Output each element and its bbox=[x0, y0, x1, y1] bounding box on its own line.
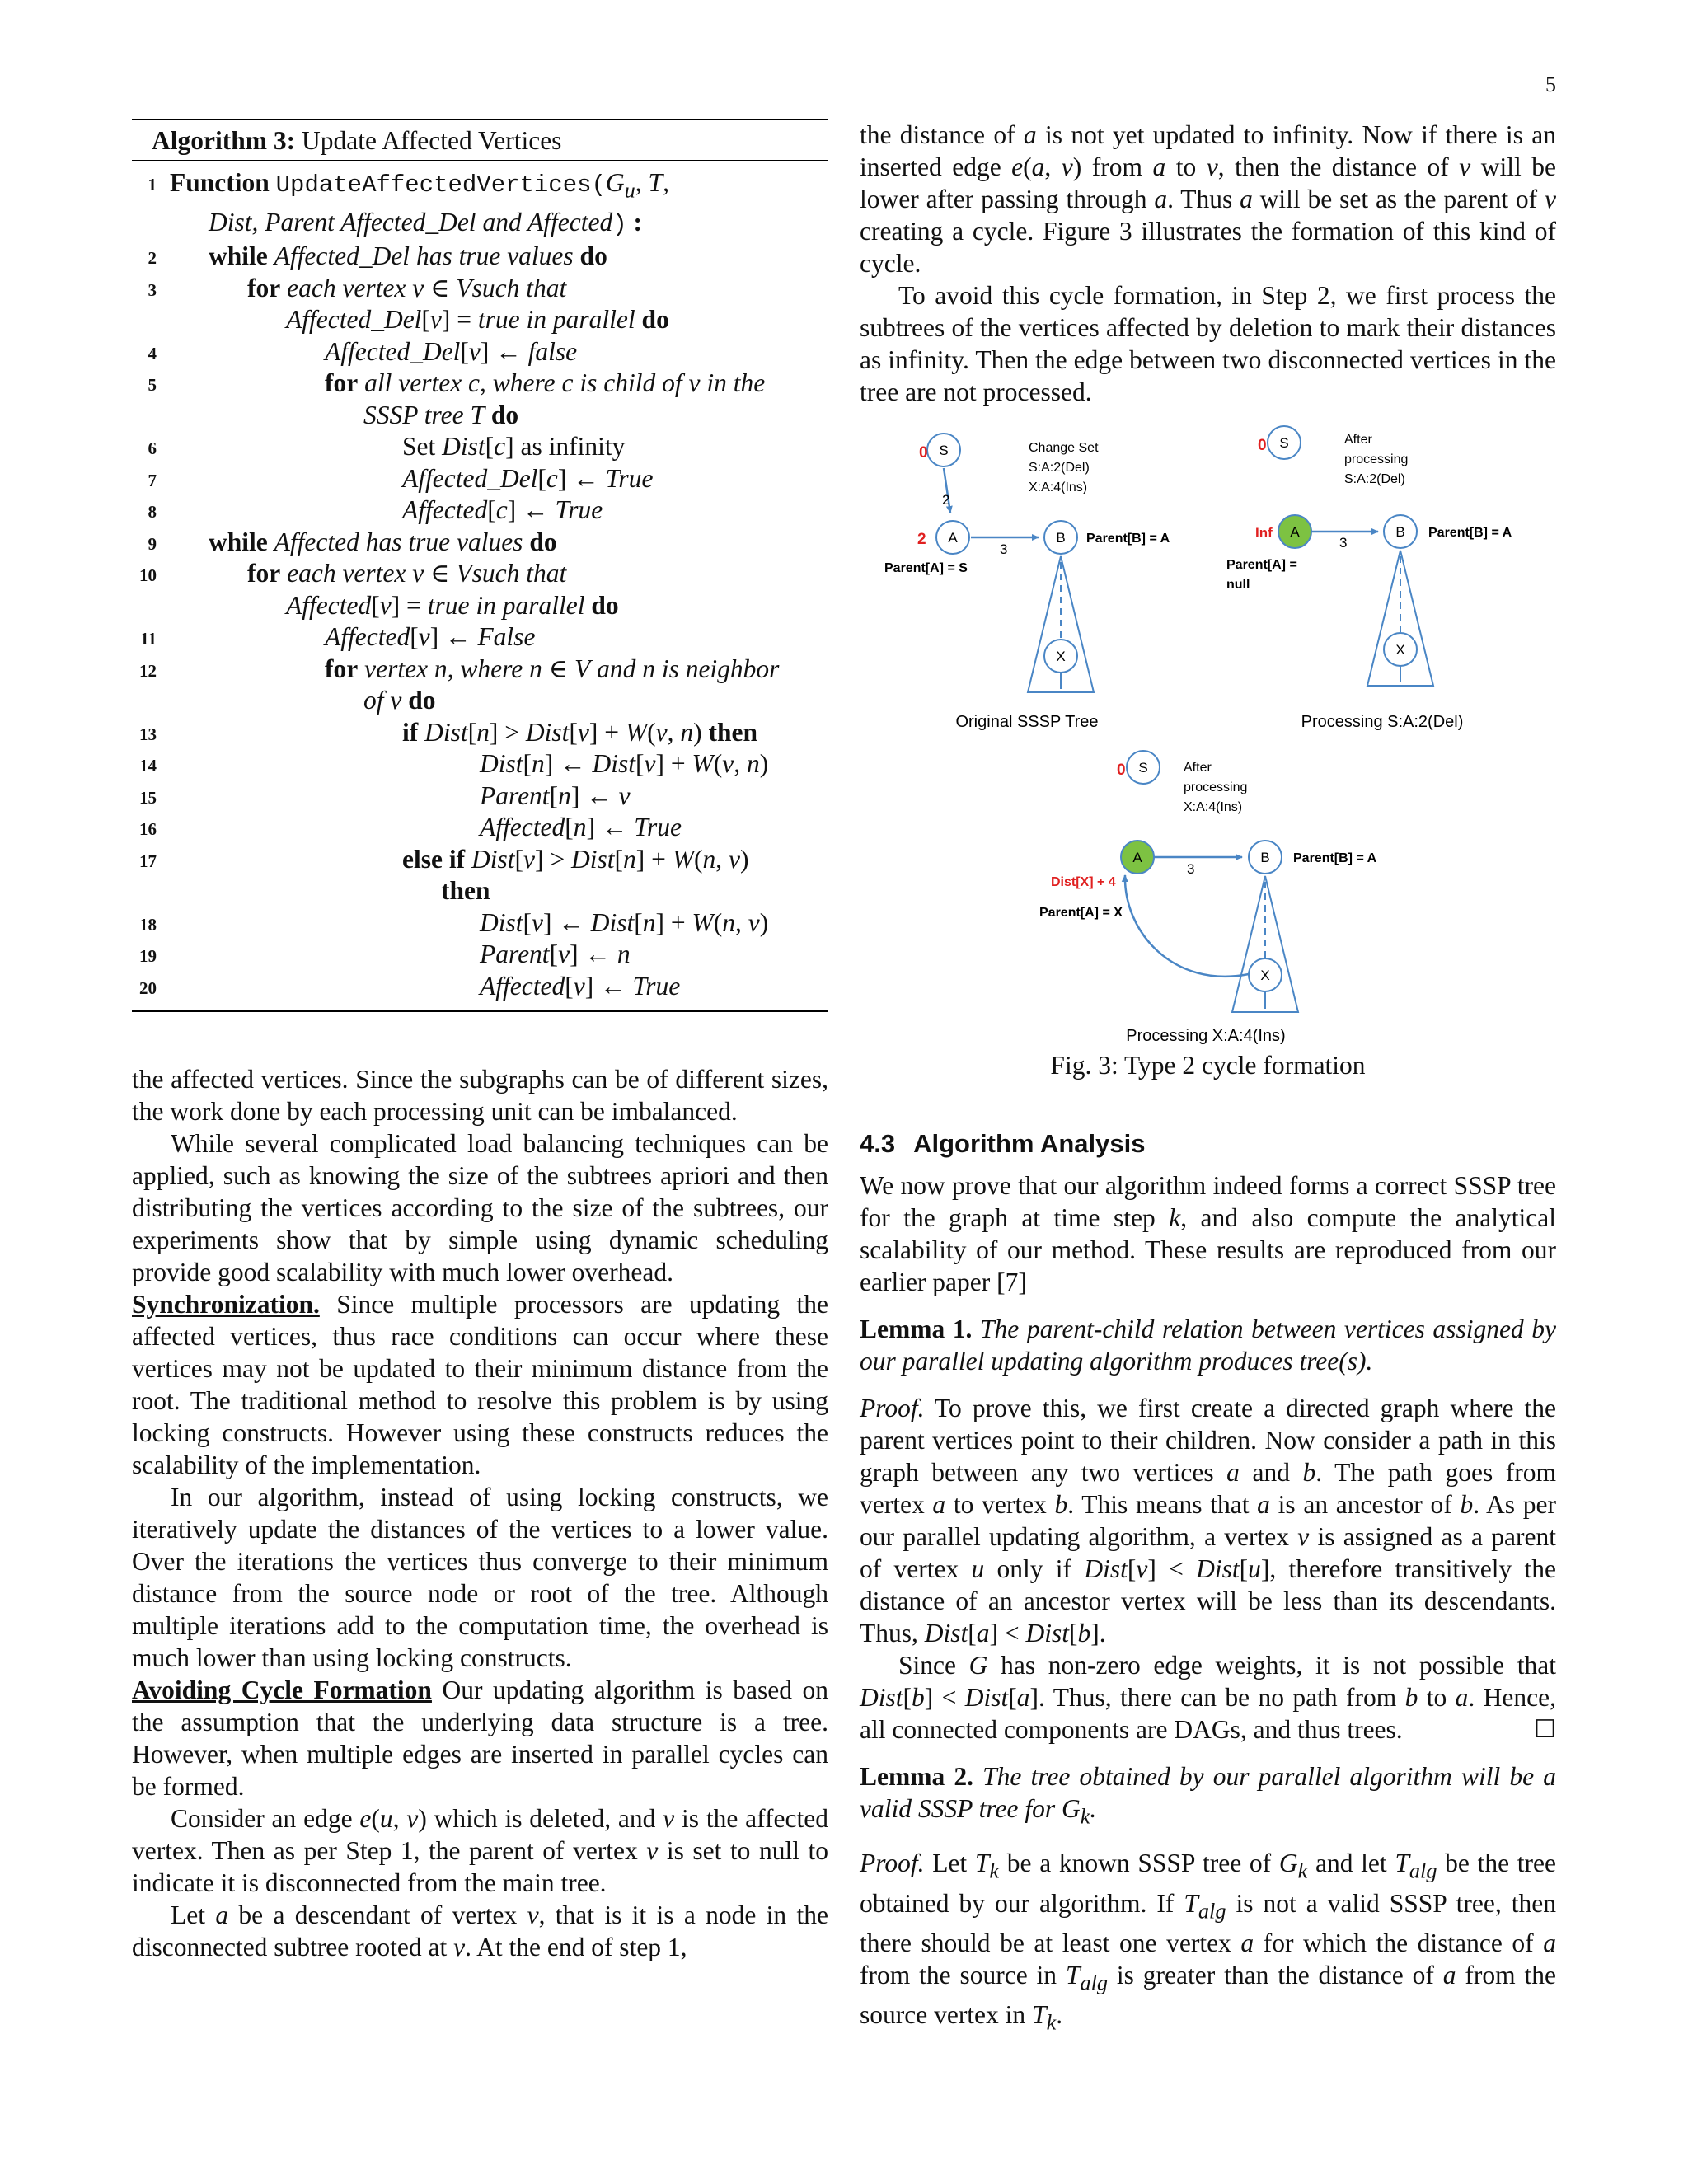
algorithm-line bbox=[132, 368, 828, 400]
change-set-del: S:A:2(Del) bbox=[1029, 461, 1090, 475]
algorithm-line bbox=[132, 685, 828, 717]
right-column-bottom bbox=[860, 1169, 1556, 2038]
dist-s: 0 bbox=[1117, 762, 1126, 779]
algorithm-line bbox=[132, 400, 828, 432]
proof-2 bbox=[860, 1847, 1556, 2038]
algorithm-line bbox=[132, 494, 828, 527]
dist-a: Dist[X] + 4 bbox=[1051, 875, 1116, 889]
lemma-1 bbox=[860, 1313, 1556, 1377]
section-title: Algorithm Analysis bbox=[913, 1129, 1146, 1158]
line-text: Affected_Del[v] = true in parallel do bbox=[286, 305, 669, 335]
page-number: 5 bbox=[1545, 73, 1556, 96]
line-number: 17 bbox=[139, 851, 157, 871]
line-number: 7 bbox=[148, 470, 157, 490]
line-number: 5 bbox=[148, 375, 157, 396]
line-text: Dist, Parent Affected_Del and Affected) : bbox=[209, 207, 642, 238]
line-number: 8 bbox=[148, 502, 157, 523]
line-number: 15 bbox=[139, 787, 157, 808]
paragraph: Let a be a descendant of vertex v, that is it is a node in the disconnected subtree rooted at v. At the end of step 1, bbox=[132, 1900, 828, 1961]
dist-a: Inf bbox=[1255, 525, 1273, 541]
panel-original bbox=[884, 434, 1170, 731]
node-s: S bbox=[939, 443, 949, 458]
line-text: Dist[v] ← Dist[n] + W(n, v) bbox=[480, 907, 769, 937]
algorithm-line bbox=[132, 621, 828, 654]
edge-ab-weight: 3 bbox=[1000, 541, 1008, 557]
change-set-label: Change Set bbox=[1029, 441, 1099, 455]
edge-ab-weight: 3 bbox=[1339, 535, 1348, 551]
line-text: Affected[n] ← True bbox=[480, 813, 682, 842]
algorithm-label: Algorithm 3: bbox=[152, 126, 296, 155]
node-a: A bbox=[1132, 850, 1142, 865]
algorithm-line bbox=[132, 844, 828, 876]
lemma-2 bbox=[860, 1760, 1556, 1832]
edge-ab-weight: 3 bbox=[1187, 861, 1195, 877]
line-text: for each vertex v ∈ Vsuch that bbox=[247, 559, 567, 588]
algorithm-line bbox=[132, 717, 828, 749]
algorithm-line bbox=[132, 273, 828, 305]
section-number: 4.3 bbox=[860, 1129, 896, 1158]
after-note: X:A:4(Ins) bbox=[1184, 800, 1243, 814]
cycle-heading: Avoiding Cycle Formation bbox=[132, 1675, 432, 1704]
line-number: 19 bbox=[139, 946, 157, 967]
algorithm-name: Update Affected Vertices bbox=[301, 126, 562, 155]
line-text: Function $UpdateAffectedVertices(G_u$, T, bbox=[170, 168, 669, 203]
line-number: 12 bbox=[139, 660, 157, 681]
node-b: B bbox=[1056, 530, 1066, 546]
panel-after-insertion bbox=[1039, 751, 1377, 1045]
panel-title: Processing S:A:2(Del) bbox=[1301, 713, 1464, 731]
parent-b-label: Parent[B] = A bbox=[1428, 526, 1512, 540]
paragraph: the affected vertices. Since the subgraphs can be of different sizes, the work done by each processing unit can be imbalanced. bbox=[132, 1065, 828, 1126]
algorithm-box bbox=[132, 119, 828, 1012]
algorithm-line bbox=[132, 463, 828, 495]
node-x: X bbox=[1395, 642, 1405, 658]
algorithm-line bbox=[132, 241, 828, 273]
cycle-formation-diagram bbox=[860, 420, 1556, 1047]
line-text: Affected_Del[c] ← True bbox=[402, 463, 654, 493]
node-s: S bbox=[1138, 760, 1148, 776]
line-text: then bbox=[441, 876, 490, 906]
line-number: 4 bbox=[148, 343, 157, 363]
line-text: of v do bbox=[363, 686, 436, 715]
line-text: Affected[v] = true in parallel do bbox=[286, 590, 619, 620]
line-number: 9 bbox=[148, 533, 157, 554]
line-text: for each vertex v ∈ Vsuch that bbox=[247, 273, 567, 302]
proof-2-text: Let $T_k$ be a known SSSP tree of $G_k$ and let $T_{alg}$ be the tree obtained by our algorithm. If $T_{alg}$ is not a valid SSSP tree, then there should be at least one vertex a for which the distance of a from the source in $T_{alg}$ is greater than the distance of a from the source vertex in $T_k$. bbox=[860, 1849, 1557, 2035]
proof-2-heading: Proof. bbox=[860, 1849, 925, 1878]
dist-a: 2 bbox=[917, 531, 926, 548]
panel-title: Original SSSP Tree bbox=[955, 713, 1099, 731]
lemma-2-heading: Lemma 2. bbox=[860, 1762, 973, 1791]
line-number: 13 bbox=[139, 724, 157, 744]
proof-1-text: To prove this, we first create a directed graph where the parent vertices point to their children. Now consider a path in this graph between any two vertices a and b. The path goes from vertex a to vertex b. This means that a is an ancestor of b. As per our parallel updating algorithm, a vertex v is assigned as a parent of vertex u only if Dist[v] < Dist[u], therefore transitively the distance of an ancestor vertex will be less than its descendants. Thus, Dist[a] < Dist[b]. bbox=[860, 1394, 1557, 1647]
after-note: processing bbox=[1344, 452, 1409, 466]
algorithm-line bbox=[132, 971, 828, 1003]
algorithm-line bbox=[132, 939, 828, 971]
paragraph: In our algorithm, instead of using locking constructs, we iteratively update the distances of the vertices to a lower value. Over the iterations the vertices thus converge to their minimum distance from the source node or root of the tree. Although multiple iterations add to the computation time, the overhead is much lower than using locking constructs. bbox=[132, 1483, 828, 1672]
line-number: 11 bbox=[140, 629, 157, 649]
algorithm-line bbox=[132, 654, 828, 686]
algorithm-line bbox=[132, 875, 828, 907]
after-note: After bbox=[1184, 761, 1212, 775]
algorithm-line bbox=[132, 431, 828, 463]
lemma-2-text: The tree obtained by our parallel algorithm will be a valid SSSP tree for $G_k$. bbox=[860, 1762, 1556, 1829]
node-a: A bbox=[948, 530, 958, 546]
algorithm-body bbox=[132, 161, 828, 1010]
algorithm-title bbox=[132, 120, 828, 161]
algorithm-line bbox=[132, 304, 828, 336]
proof-1 bbox=[860, 1392, 1556, 1649]
line-text: for vertex n, where n ∈ V and n is neighbor bbox=[325, 654, 780, 683]
node-s: S bbox=[1279, 435, 1289, 451]
after-note: processing bbox=[1184, 780, 1248, 794]
algorithm-line bbox=[132, 590, 828, 622]
section-heading bbox=[860, 1129, 1145, 1159]
node-a: A bbox=[1290, 524, 1300, 540]
line-text: else if Dist[v] > Dist[n] + W(n, v) bbox=[402, 844, 749, 874]
algorithm-line bbox=[132, 558, 828, 590]
algorithm-line bbox=[132, 907, 828, 940]
line-number: 16 bbox=[139, 819, 157, 840]
lemma-1-heading: Lemma 1. bbox=[860, 1315, 973, 1343]
line-text: for all vertex c, where c is child of v in the bbox=[325, 368, 766, 398]
node-b: B bbox=[1395, 524, 1405, 540]
line-text: Parent[n] ← v bbox=[480, 780, 631, 810]
panel-after-deletion bbox=[1226, 426, 1512, 731]
paragraph: the distance of a is not yet updated to infinity. Now if there is an inserted edge e(a, v) from a to v, then the distance of v will be lower after passing through a. Thus a will be set as the parent of v creating a cycle. Figure 3 illustrates the formation of this kind of cycle. bbox=[860, 120, 1556, 278]
line-text: while Affected_Del has true values do bbox=[209, 241, 607, 271]
parent-b-label: Parent[B] = A bbox=[1293, 851, 1377, 865]
line-text: Parent[v] ← n bbox=[480, 940, 631, 969]
node-b: B bbox=[1260, 850, 1270, 865]
left-column bbox=[132, 1063, 828, 1963]
figure-3 bbox=[860, 420, 1556, 1080]
algorithm-line bbox=[132, 336, 828, 368]
line-text: while Affected has true values do bbox=[209, 527, 557, 556]
algorithm-line bbox=[132, 780, 828, 813]
line-number: 10 bbox=[139, 565, 157, 586]
algorithm-line bbox=[132, 167, 828, 207]
line-number: 20 bbox=[139, 977, 157, 998]
parent-a-label: Parent[A] = X bbox=[1039, 906, 1123, 920]
paragraph: Consider an edge e(u, v) which is deleted, and v is the affected vertex. Then as per Step 1, the parent of vertex v is set to null to indicate it is disconnected from the main tree. bbox=[132, 1804, 829, 1897]
line-text: Affected[c] ← True bbox=[402, 495, 603, 525]
node-x: X bbox=[1260, 968, 1270, 983]
algorithm-line bbox=[132, 812, 828, 844]
line-text: if Dist[n] > Dist[v] + W(v, n) then bbox=[402, 717, 758, 747]
parent-a-value: null bbox=[1226, 578, 1250, 592]
line-text: Dist[n] ← Dist[v] + W(v, n) bbox=[480, 749, 769, 779]
algorithm-line bbox=[132, 748, 828, 780]
figure-caption: Fig. 3: Type 2 cycle formation bbox=[1050, 1051, 1366, 1080]
line-number: 14 bbox=[139, 756, 157, 776]
proof-1-heading: Proof. bbox=[860, 1394, 925, 1422]
algorithm-line bbox=[132, 207, 828, 241]
line-text: SSSP tree T do bbox=[363, 400, 519, 429]
dist-s: 0 bbox=[919, 444, 928, 462]
line-number: 18 bbox=[139, 914, 157, 935]
paragraph bbox=[132, 1674, 828, 1802]
parent-a-label: Parent[A] = bbox=[1226, 558, 1297, 572]
node-x: X bbox=[1056, 649, 1066, 664]
parent-a-label: Parent[A] = S bbox=[884, 561, 968, 575]
right-column-top bbox=[860, 119, 1556, 408]
dist-s: 0 bbox=[1258, 437, 1267, 454]
cycle-text: Our updating algorithm is based on the assumption that the underlying data structure is a tree. However, when multiple edges are inserted in parallel cycles can be formed. bbox=[132, 1675, 829, 1801]
qed-box: ☐ bbox=[1534, 1716, 1556, 1743]
paragraph: We now prove that our algorithm indeed forms a correct SSSP tree for the graph at time step k, and also compute the analytical scalability of our method. These results are reproduced from our earlier paper [7] bbox=[860, 1171, 1556, 1296]
line-number: 2 bbox=[148, 248, 157, 269]
edge-sa-weight: 2 bbox=[942, 492, 950, 508]
proof-1-continued bbox=[860, 1649, 1556, 1746]
synchronization-text: Since multiple processors are updating the affected vertices, thus race conditions can occur where these vertices may not be updated to their minimum distance from the root. The traditional method to resolve this problem is by using locking constructs. However using these constructs reduces the scalability of the implementation. bbox=[132, 1290, 828, 1479]
after-note: S:A:2(Del) bbox=[1344, 472, 1405, 486]
paragraph: To avoid this cycle formation, in Step 2, we first process the subtrees of the vertices affected by deletion to mark their distances as infinity. Then the edge between two disconnected vertices in the tree are not processed. bbox=[860, 281, 1556, 406]
synchronization-heading: Synchronization. bbox=[132, 1290, 320, 1319]
algorithm-line bbox=[132, 527, 828, 559]
line-number: 1 bbox=[148, 175, 157, 194]
change-set-ins: X:A:4(Ins) bbox=[1029, 480, 1088, 494]
line-text: Affected[v] ← True bbox=[480, 971, 681, 1001]
panel-title: Processing X:A:4(Ins) bbox=[1126, 1027, 1286, 1045]
paragraph bbox=[132, 1288, 828, 1481]
parent-b-label: Parent[B] = A bbox=[1086, 532, 1170, 546]
after-note: After bbox=[1344, 433, 1372, 447]
line-text: Affected_Del[v] ← false bbox=[325, 336, 578, 366]
proof-1b-text: Since G has non-zero edge weights, it is not possible that Dist[b] < Dist[a]. Thus, there can be no path from b to a. Hence, all connected components are DAGs, and thus trees. bbox=[860, 1651, 1557, 1744]
line-text: Set Dist[c] as infinity bbox=[402, 432, 626, 462]
line-number: 3 bbox=[148, 279, 157, 300]
paragraph: While several complicated load balancing techniques can be applied, such as knowing the size of the subtrees apriori and then distributing the vertices according to the size of the subtrees, our experiments show that by simple using dynamic scheduling provide good scalability with much lower overhead. bbox=[132, 1129, 828, 1286]
lemma-1-text: The parent-child relation between vertices assigned by our parallel updating algorithm produces tree(s). bbox=[860, 1315, 1556, 1376]
line-text: Affected[v] ← False bbox=[325, 622, 536, 652]
line-number: 6 bbox=[148, 438, 157, 459]
